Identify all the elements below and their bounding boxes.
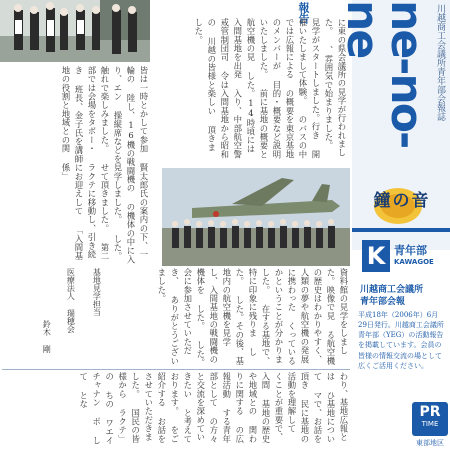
publisher-name-2: 青年部会報 [360,297,406,307]
masthead-title: ne-no-ne [337,0,432,148]
bottom-line: 国民の皆様から [117,372,141,444]
bottom-line: して [78,372,102,445]
article-line: 資料館の見学をしました。映像で見 [325,268,349,355]
bottom-line: ワエイ [104,418,115,445]
sidebar-footer: 東部地区 [416,439,444,447]
bottom-line: 関わりに関する [234,372,258,444]
article-line: 、雰囲気で始まりました。 [323,45,334,150]
bottom-line: ポ [91,417,102,426]
bottom-line: わり、基地広報とは [325,372,349,442]
signer-name: 鈴木 剛 [42,320,52,353]
lower-line: 操縦席などを見学しました。 [112,111,123,225]
article-line: 頂きました。 [193,18,217,152]
article-line: る航空機の歴史はわかりやすく、 [312,268,336,366]
lower-line: ラクテに移動し、引き続き [73,66,97,259]
bottom-line: チャナン [91,372,102,407]
article-line: 入り、中部航空警戒管制団司 [219,18,243,159]
section-divider [2,369,350,370]
article-heading: 報告 [297,2,310,24]
signer-role: 基地見学担当 [92,268,102,316]
photo-aircraft-group [162,168,350,266]
lower-line: 「入間基地の役割と地域との関 [60,66,84,261]
article-text-upper-left [2,66,150,266]
signer-org: 医療法人 瑞穂会 [66,268,76,333]
article-line: した。その後、基地内の航空機を見学 [221,268,245,366]
bottom-line: 基地の歴史や地域との [247,372,271,444]
article-line: ありがとうございました。 [156,268,180,366]
article-line: 前に基地の概要と航空機の見 [245,18,269,159]
article-line: に東の県会議所の見学が行われました。 [323,18,347,158]
lower-line: 触れで楽しみました。 [99,66,110,153]
bottom-line: ちの [104,391,115,409]
lower-line: 第二部では会場をタボー・ [86,66,110,261]
masthead-subtitle: 川越商工会議所青年部会報誌 [435,4,445,121]
publisher-name: 川越商工会議所 [360,285,424,295]
bottom-line: くことが重要で、入間 [260,372,284,442]
article-line: した。14時頃には入間基地を出発 [232,18,256,154]
lower-line: 係」 [60,163,71,181]
sidebar-notes: 平成18年（2006年）6月29日発行。川越商工会議所青年部（YEG）の活動報告を掲載しています。会員の皆様の情報交流の場として広くご活用ください。 [358,311,444,370]
article-line: 川越の皆様と楽しい [206,37,217,116]
brand-logo: K 青年部 KAWAGOE [362,240,442,280]
article-line: し、入間基地の戦闘機の機体を [195,268,219,364]
bottom-line: お話をさせていただきました。 [130,372,167,444]
bottom-line: とな [78,391,89,409]
pr-time-badge [412,402,448,436]
bottom-line: する青年部として [208,372,232,444]
lower-line: した。 [112,234,123,261]
bottom-line: をご紹介する [156,372,180,444]
photo-base-visit-group [0,0,150,62]
pr-badge-top: PR [419,404,441,420]
bottom-line: ラクテ」の [104,372,128,444]
article-line: した。 [234,268,258,357]
article-line: のバスの中では広報による [284,18,308,159]
bottom-line: と考えております。 [169,372,193,444]
pr-badge-bottom: TIME [421,420,439,428]
lower-line: 班長、金子氏を講師にお迎えして [73,85,84,216]
lower-line: せて頂きました。 [99,163,110,233]
lower-line: 陸し、16機の戦闘機の [125,93,136,193]
article-line: 目的・概要など説明いたしました。 [258,18,282,159]
article-line: 会に参加させていただき、 [169,268,193,355]
article-line: 開催いたしまして体験。 [297,18,321,159]
lower-line: の機体の中に入り、エン [112,66,136,264]
article-text-bottom [2,372,350,450]
lower-line: 賢太郎氏の案内の下、一輪の [125,66,149,259]
bottom-line: 民に基地の活動を理解して [286,372,310,444]
bottom-line: の広報活動 [221,372,245,444]
article-line: の概要を東京基地のメンバーが [271,18,295,159]
article-line: した。 [195,340,206,367]
article-line: 令は入間基地から昭和の [206,18,230,159]
lower-line: 皆は一時とかして参加 [139,66,149,153]
article-line: した。 [195,304,206,331]
bottom-line: の方々と交流を深めていきたい [182,372,219,444]
article-line: 人類の夢や航空機の発展に携わった [286,268,310,364]
signature-block [4,268,114,368]
article-line: くっているかということが分かりました。 [260,268,297,366]
masthead-title-jp: 鐘の音 [373,191,431,211]
bottom-line: マで、お話を頂き [299,372,323,444]
brand-roman: KAWAGOE [394,258,434,266]
article-text-upper-right [152,18,348,160]
article-text-middle [152,268,350,368]
bottom-line: ひ基地について [312,372,336,444]
article-line: 在する基地で、特に印象に残りま [247,268,271,366]
masthead-divider [352,228,450,232]
article-line: 見学がスタートしました。行き [310,18,321,140]
brand-logo-text: 青年部 [394,244,427,257]
